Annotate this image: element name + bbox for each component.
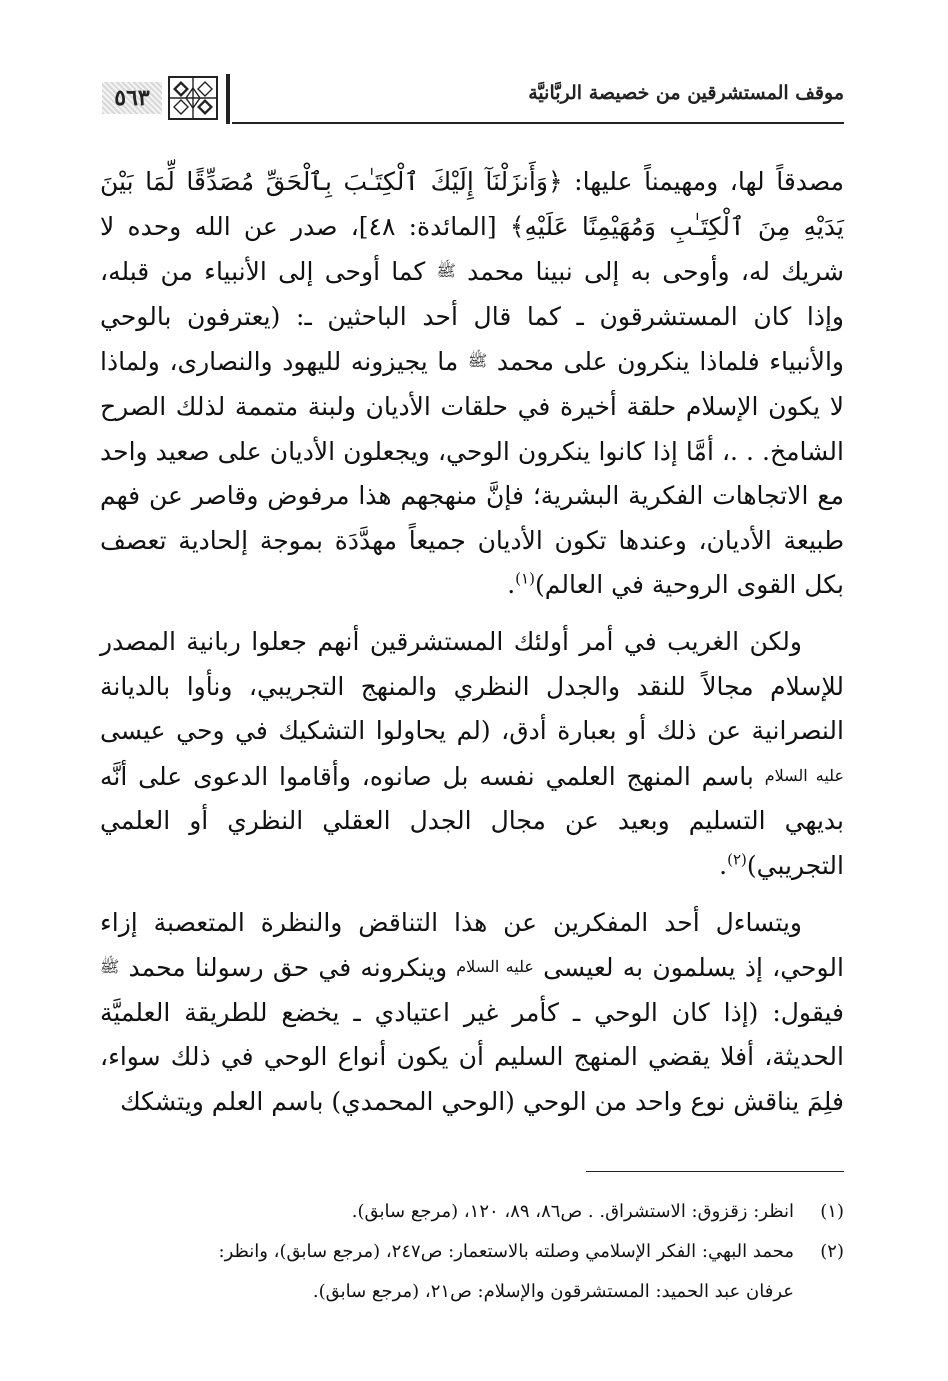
footnote-1: [100, 1192, 844, 1232]
text-run: .: [719, 850, 728, 880]
text-run: كما أوحى إلى الأنبياء من قبله، وإذا كان المستشرقون ـ كما قال أحد الباحثين ـ: (يعترفون بالوحي والأنبياء فلماذا ينكرون على محمد: [100, 257, 844, 377]
footnote-2-continuation: عرفان عبد الحميد: المستشرقون والإسلام: ص٢١، (مرجع سابق).: [312, 1281, 794, 1302]
text-run: باسم المنهج العلمي نفسه بل صانوه، وأقاموا الدعوى على أنَّه بديهي التسليم وبعيد عن مجال الجدل العقلي النظري أو العلمي التجريبي): [100, 761, 844, 880]
footnotes: [100, 1192, 844, 1312]
header-rule: [232, 122, 844, 124]
paragraph-1: [100, 160, 844, 608]
footnote-number: (٢): [820, 1241, 844, 1262]
paragraph-2: [100, 620, 844, 889]
honorific-glyph: عليه السلام: [456, 957, 534, 977]
honorific-glyph: ﷺ: [100, 957, 120, 977]
text-run: فيقول: (إذا كان الوحي ـ كأمر غير اعتيادي ـ يخضع للطريقة العلميَّة الحديثة، أفلا يقضي المنهج السليم أن يكون أنواع الوحي في ذلك سواء، فلِمَ يناقش نوع واحد من الوحي (الوحي المحمدي) باسم العلم ويتشكك: [100, 997, 844, 1116]
footnote-text: محمد البهي: الفكر الإسلامي وصلته بالاستعمار: ص٢٤٧، (مرجع سابق)، وانظر:: [218, 1241, 794, 1262]
honorific-glyph: ﷺ: [436, 261, 456, 281]
paragraph-3: [100, 901, 844, 1125]
footnote-text: انظر: زقزوق: الاستشراق. . ص٨٦، ٨٩، ١٢٠، (مرجع سابق).: [351, 1201, 794, 1222]
main-text: [100, 160, 844, 1124]
footnote-number: (١): [820, 1201, 844, 1222]
honorific-glyph: ﷺ: [467, 351, 488, 371]
honorific-glyph: عليه السلام: [764, 765, 844, 785]
running-title: موقف المستشرقين من خصيصة الربَّانيَّة: [528, 82, 844, 104]
page-number-box: [102, 76, 218, 116]
page-header: [92, 70, 844, 126]
text-run: ويتساءل أحد المفكرين عن هذا التناقض والنظرة المتعصبة إزاء الوحي، إذ يسلمون به لعيسى: [100, 907, 844, 983]
text-run: [المائدة: ٤٨]، صدر عن الله وحده لا شريك له، وأوحى به إلى نبينا محمد: [100, 211, 844, 287]
text-run: .: [507, 570, 516, 600]
footnote-2: [100, 1232, 844, 1272]
text-run: وينكرونه في حق رسولنا محمد: [119, 953, 457, 983]
text-run: مصدقاً لها، ومهيمناً عليها:: [562, 167, 844, 196]
footnote-separator: [586, 1171, 844, 1172]
page-number: ٥٦٣: [102, 82, 162, 114]
quran-verse: ﴿وَأَنزَلْنَآ إِلَيْكَ ٱلْكِتَـٰبَ بِٱلْحَقِّ مُصَدِّقًا لِّمَا بَيْنَ يَدَيْهِ مِنَ ٱلْكِتَـٰبِ وَمُهَيْمِنًا عَلَيْهِ﴾: [100, 167, 845, 241]
footnote-ref[interactable]: (٢): [727, 850, 747, 869]
geometric-ornament-icon: [168, 76, 218, 120]
header-separator: [226, 74, 230, 124]
text-run: ما يجيزونه لليهود والنصارى، ولماذا لا يكون الإسلام حلقة أخيرة في حلقات الأديان ولبنة متممة لذلك الصرح الشامخ. . .، أمَّا إذا كانوا ينكرون الوحي، ويجعلون الأديان على صعيد واحد مع الاتجاهات الفكرية البشرية؛ فإنَّ منهجهم هذا مرفوض وقاصر عن فهم طبيعة الأديان، وعندها تكون الأديان جميعاً مهدَّدَة بموجة إلحادية تعصف بكل القوى الروحية في العالم): [100, 347, 844, 600]
footnote-ref[interactable]: (١): [515, 570, 535, 589]
text-run: ولكن الغريب في أمر أولئك المستشرقين أنهم جعلوا ربانية المصدر للإسلام مجالاً للنقد والجدل النظري والمنهج التجريبي، ونأوا بالديانة النصرانية عن ذلك أو بعبارة أدق، (لم يحاولوا التشكيك في وحي عيسى: [100, 626, 844, 746]
